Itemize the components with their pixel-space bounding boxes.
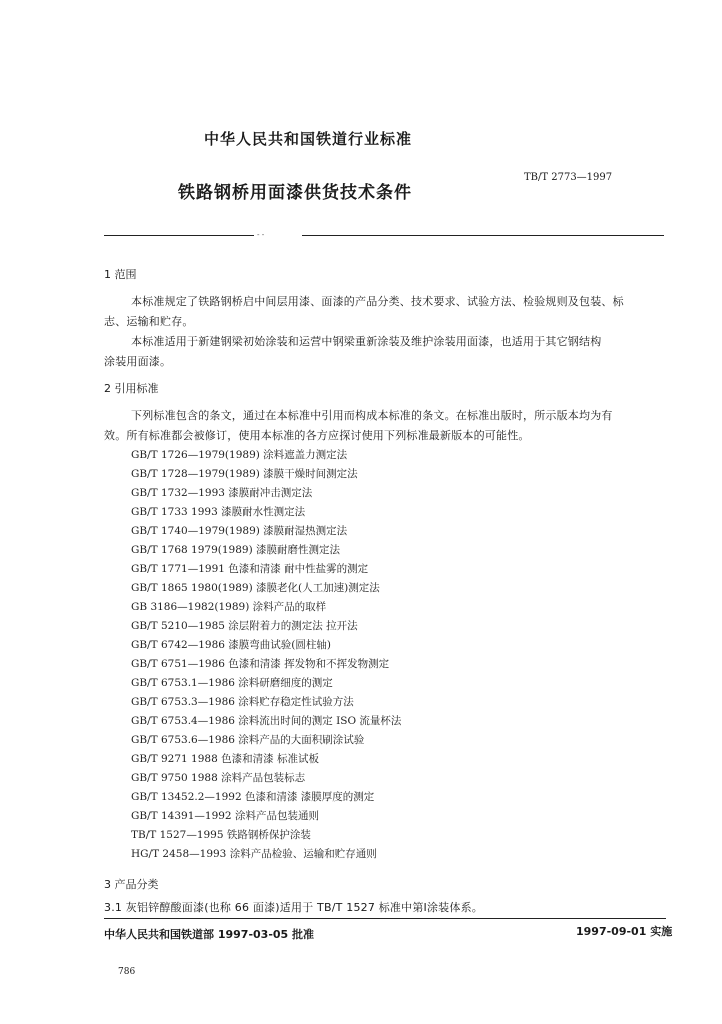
reference-item: GB 3186—1982(1989) 涂料产品的取样: [131, 601, 327, 613]
reference-item: GB/T 9750 1988 涂料产品包装标志: [131, 772, 306, 784]
reference-item: GB/T 1865 1980(1989) 漆膜老化(人工加速)测定法: [131, 582, 380, 594]
section-1-paragraph-1-line-1: 本标准规定了铁路钢桥启中间层用漆、面漆的产品分类、技术要求、试验方法、检验规则及包装、标: [131, 295, 624, 308]
reference-item: GB/T 14391—1992 涂料产品包装通则: [131, 810, 319, 822]
reference-item: HG/T 2458—1993 涂料产品检验、运输和贮存通则: [131, 848, 377, 860]
reference-item: GB/T 5210—1985 涂层附着力的测定法 拉开法: [131, 620, 358, 632]
section-2-intro-line-1: 下列标准包含的条文，通过在本标准中引用而构成本标准的条文。在标准出版时，所示版本均为有: [131, 409, 613, 422]
section-2-intro-line-2: 效。所有标准都会被修订，使用本标准的各方应探讨使用下列标准最新版本的可能性。: [104, 429, 530, 442]
standard-code: TB/T 2773—1997: [524, 172, 613, 183]
section-2-heading: 2 引用标准: [104, 382, 159, 395]
reference-item: GB/T 1768 1979(1989) 漆膜耐磨性测定法: [131, 544, 341, 556]
page-number: 786: [118, 967, 136, 977]
reference-item: GB/T 1732—1993 漆膜耐冲击测定法: [131, 487, 313, 499]
reference-item: GB/T 1771—1991 色漆和清漆 耐中性盐雾的测定: [131, 563, 369, 575]
approval-date: 中华人民共和国铁道部 1997-03-05 批准: [104, 928, 315, 941]
section-3-heading: 3 产品分类: [104, 878, 159, 891]
reference-item: GB/T 1728—1979(1989) 漆膜干燥时间测定法: [131, 468, 358, 480]
reference-item: GB/T 6753.4—1986 涂料流出时间的测定 ISO 流量杯法: [131, 715, 402, 727]
reference-item: GB/T 6753.6—1986 涂料产品的大面积刷涂试验: [131, 734, 365, 746]
issuing-organization: 中华人民共和国铁道行业标准: [204, 130, 413, 148]
section-3-1-item: 3.1 灰铝锌醇酸面漆(也称 66 面漆)适用于 TB/T 1527 标准中第Ⅰ涂装体系。: [104, 901, 483, 914]
reference-item: GB/T 9271 1988 色漆和清漆 标准试板: [131, 753, 319, 765]
document-title: 铁路钢桥用面漆供货技术条件: [178, 183, 412, 203]
header-rule-right: [302, 235, 664, 236]
section-1-paragraph-2-line-2: 涂装用面漆。: [104, 355, 172, 368]
reference-item: GB/T 6742—1986 漆膜弯曲试验(圆柱轴): [131, 639, 331, 651]
reference-item: GB/T 1726—1979(1989) 涂料遮盖力测定法: [131, 449, 348, 461]
reference-item: GB/T 13452.2—1992 色漆和清漆 漆膜厚度的测定: [131, 791, 375, 803]
header-rule-left: [104, 235, 254, 236]
reference-item: TB/T 1527—1995 铁路钢桥保护涂装: [131, 829, 311, 841]
section-1-paragraph-2-line-1: 本标准适用于新建钢梁初始涂装和运营中钢梁重新涂装及维护涂装用面漆，也适用于其它钢结构: [131, 335, 602, 348]
effective-date: 1997-09-01 实施: [576, 925, 673, 938]
reference-item: GB/T 1733 1993 漆膜耐水性测定法: [131, 506, 306, 518]
reference-item: GB/T 6751—1986 色漆和清漆 挥发物和不挥发物测定: [131, 658, 390, 670]
section-1-paragraph-1-line-2: 志、运输和贮存。: [104, 315, 194, 328]
reference-item: GB/T 6753.3—1986 涂料贮存稳定性试验方法: [131, 696, 354, 708]
reference-item: GB/T 6753.1—1986 涂料研磨细度的测定: [131, 677, 333, 689]
footer-rule: [104, 918, 666, 919]
header-rule-mark: - -: [257, 231, 265, 239]
reference-item: GB/T 1740—1979(1989) 漆膜耐湿热测定法: [131, 525, 348, 537]
section-1-heading: 1 范围: [104, 268, 137, 281]
